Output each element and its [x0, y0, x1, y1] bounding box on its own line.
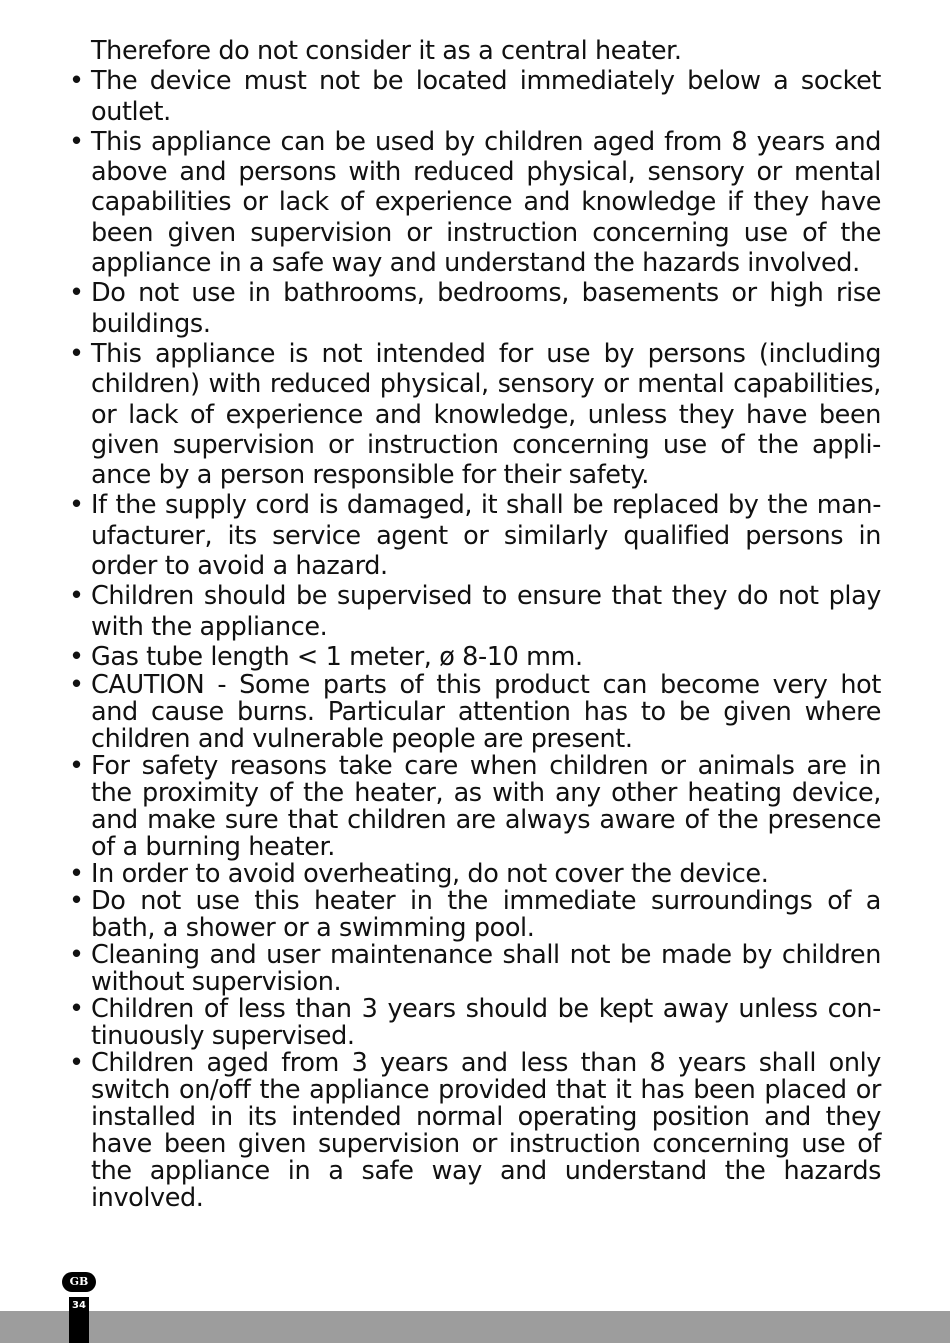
bullet-dot: •: [69, 751, 84, 782]
bullet-dot: •: [69, 670, 84, 701]
bullet-dot: •: [69, 641, 84, 672]
bullet-text: Children should be supervised to ensure that they do not play with the appliance.: [91, 581, 881, 642]
bullet-dot: •: [69, 278, 84, 309]
bullet-dot: •: [69, 1048, 84, 1079]
bullet-text: In order to avoid overheating, do not cover the device.: [91, 859, 769, 890]
bullet-item: [69, 861, 881, 888]
bullet-text: This appliance can be used by children aged from 8 years and above and persons with reduced physical, sensory or mental capabilities or lack of experience and knowledge if they have been given supervision or instruction concerning use of the appliance in a safe way and understand the hazards involved.: [91, 126, 881, 279]
bullet-dot: •: [69, 338, 84, 369]
bullet-item: [69, 942, 881, 996]
bullet-text: Cleaning and user maintenance shall not be made by children without supervision.: [91, 940, 881, 998]
bullet-text: CAUTION - Some parts of this product can become very hot and cause burns. Particular attention has to be given where children and vulnerable people are present.: [91, 670, 881, 755]
bullet-text: Children aged from 3 years and less than 8 years shall only switch on/off the appliance provided that it has been placed or installed in its intended normal operating position and they have been given supervision or instruction concerning use of the appliance in a safe way and understand the hazards involved.: [91, 1048, 881, 1214]
bullet-dot: •: [69, 940, 84, 971]
bullet-item: [69, 278, 881, 339]
footer-bar: [0, 1311, 950, 1343]
bullet-item: [69, 1050, 881, 1212]
bullet-item: [69, 127, 881, 278]
bullet-item: [69, 66, 881, 127]
bullet-dot: •: [69, 490, 84, 521]
bullet-dot: •: [69, 66, 84, 97]
bullet-dot: •: [69, 859, 84, 890]
bullet-item: [69, 642, 881, 672]
bullet-dot: •: [69, 581, 84, 612]
bullet-item: [69, 753, 881, 861]
bullet-dot: •: [69, 886, 84, 917]
bullet-text: Do not use this heater in the immediate surroundings of a bath, a shower or a swimming pool.: [91, 886, 881, 944]
bullet-text: Do not use in bathrooms, bedrooms, basements or high rise buildings.: [91, 278, 881, 339]
country-code-badge: GB: [62, 1272, 96, 1292]
bullet-dot: •: [69, 994, 84, 1025]
bullet-text: For safety reasons take care when children or animals are in the proximity of the heater, as with any other heating device, and make sure that children are always aware of the presence of a burning heater.: [91, 751, 881, 863]
bullet-item: [69, 888, 881, 942]
safety-bullet-list: [69, 66, 881, 1212]
bullet-item: [69, 490, 881, 581]
safety-instructions: [69, 36, 881, 1212]
bullet-text: Gas tube length < 1 meter, ø 8-10 mm.: [91, 641, 583, 672]
bullet-item: [69, 996, 881, 1050]
bullet-text: The device must not be located immediately below a socket outlet.: [91, 66, 881, 127]
bullet-text: This appliance is not intended for use by persons (including children) with reduced physical, sensory or mental capabilities, or lack of experience and knowledge, unless they have been given supervision or instruction concerning use of the appli-ance by a person responsible for their safety.: [91, 338, 881, 491]
bullet-item: [69, 339, 881, 490]
bullet-item: [69, 581, 881, 642]
bullet-item: [69, 672, 881, 753]
bullet-text: If the supply cord is damaged, it shall be replaced by the man-ufacturer, its service agent or similarly qualified persons in order to avoid a hazard.: [91, 490, 881, 582]
bullet-text: Children of less than 3 years should be kept away unless con-tinuously supervised.: [91, 994, 881, 1052]
bullet-dot: •: [69, 126, 84, 157]
continuation-text: Therefore do not consider it as a central heater.: [91, 36, 682, 66]
page-number: 34: [72, 1300, 86, 1311]
